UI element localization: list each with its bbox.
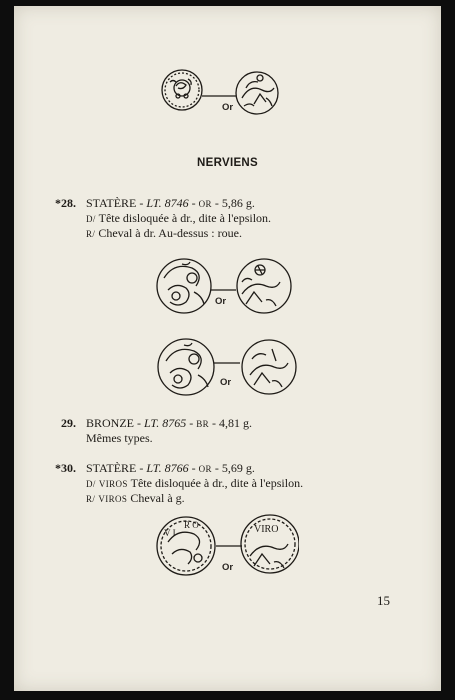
reverse-line xyxy=(86,491,185,507)
entry-number: *30. xyxy=(55,461,76,475)
coin-drawing-top xyxy=(156,66,286,124)
metal-code: BR xyxy=(196,419,210,429)
obverse-line xyxy=(86,476,303,492)
reverse-marker: R/ xyxy=(86,494,96,504)
reference: LT. 8765 xyxy=(144,416,187,430)
entry-headline: BRONZE - LT. 8765 - BR - 4,81 g. xyxy=(86,416,253,430)
coin-drawing-28-a xyxy=(154,256,294,318)
metal-code: OR xyxy=(198,199,212,209)
reverse-marker: R/ xyxy=(86,229,96,239)
coin-pair-30 xyxy=(154,512,299,584)
entry-number: *28. xyxy=(55,196,76,210)
obverse-marker: D/ xyxy=(86,479,96,489)
book-page xyxy=(14,6,441,691)
metal-label: Or xyxy=(222,102,234,113)
catalog-entry-30 xyxy=(14,461,441,511)
reverse-text: Cheval à g. xyxy=(130,491,185,505)
reverse-legend: VIROS xyxy=(98,494,128,504)
coin-pair-28-b xyxy=(154,335,299,399)
coin-type: STATÈRE - xyxy=(86,461,144,475)
catalog-entry-29 xyxy=(14,416,441,448)
svg-text:V I: V I xyxy=(164,528,176,538)
entry-headline: STATÈRE - LT. 8746 - OR - 5,86 g. xyxy=(86,196,255,210)
reverse-text: Cheval à dr. Au-dessus : roue. xyxy=(98,226,242,240)
weight: - 4,81 g. xyxy=(212,416,253,430)
weight: - 5,86 g. xyxy=(214,196,255,210)
svg-text:VIRO: VIRO xyxy=(254,524,279,535)
obverse-text: Tête disloquée à dr., dite à l'epsilon. xyxy=(130,476,304,490)
metal-label: Or xyxy=(222,562,234,573)
section-title: NERVIENS xyxy=(197,157,258,169)
reverse-line xyxy=(86,226,242,242)
svg-text:R O: R O xyxy=(184,520,199,530)
coin-type: BRONZE - xyxy=(86,416,141,430)
metal-code: OR xyxy=(198,464,212,474)
coin-type: STATÈRE - xyxy=(86,196,144,210)
entry-headline: STATÈRE - LT. 8766 - OR - 5,69 g. xyxy=(86,461,255,475)
page-number: 15 xyxy=(377,593,390,608)
catalog-entry-28 xyxy=(14,196,441,246)
entry-number: 29. xyxy=(61,416,76,430)
metal-label: Or xyxy=(215,296,227,307)
obverse-line xyxy=(86,211,271,227)
weight: - 5,69 g. xyxy=(214,461,255,475)
obverse-marker: D/ xyxy=(86,214,96,224)
coin-drawing-28-b xyxy=(154,335,299,399)
obverse-text: Tête disloquée à dr., dite à l'epsilon. xyxy=(98,211,272,225)
coin-pair-top xyxy=(156,66,286,124)
reference: LT. 8746 xyxy=(146,196,189,210)
reference: LT. 8766 xyxy=(146,461,189,475)
metal-label: Or xyxy=(220,377,232,388)
note-line: Mêmes types. xyxy=(86,431,153,445)
obverse-legend: VIROS xyxy=(98,479,128,489)
coin-drawing-30 xyxy=(154,512,299,584)
coin-pair-28-a xyxy=(154,256,294,318)
